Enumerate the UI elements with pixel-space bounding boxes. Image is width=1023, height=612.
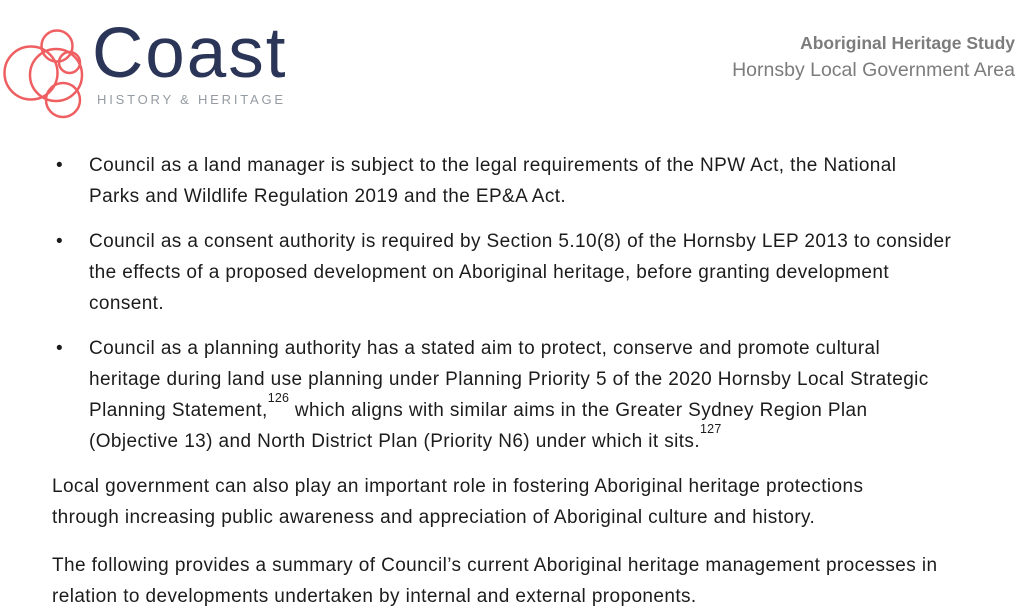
document-body xyxy=(52,150,951,612)
paragraph-local-government xyxy=(52,471,951,533)
document-title: Aboriginal Heritage Study xyxy=(800,33,1015,53)
paragraph-summary-intro xyxy=(52,550,951,612)
footnote-ref-126: 126 xyxy=(267,390,290,405)
logo-tagline: HISTORY & HERITAGE xyxy=(97,92,286,107)
text-line: Planning Statement,$^{126}$ which aligns with similar aims in the Greater Sydney Region Plan xyxy=(89,390,868,421)
text-line: Parks and Wildlife Regulation 2019 and the EP&A Act. xyxy=(89,186,567,207)
text-line: (Objective 13) and North District Plan (Priority N6) under which it sits.$^{127}$ xyxy=(89,421,722,452)
text-line: Council as a consent authority is required by Section 5.10(8) of the Hornsby LEP 2013 to consider xyxy=(89,231,952,252)
bullet-item-consent-authority xyxy=(52,226,951,319)
document-subtitle: Hornsby Local Government Area xyxy=(732,59,1015,81)
text-line: Local government can also play an important role in fostering Aboriginal heritage protections xyxy=(52,476,864,497)
bullet-item-planning-authority xyxy=(52,333,951,457)
text-line: the effects of a proposed development on Aboriginal heritage, before granting development xyxy=(89,262,889,283)
text-line: relation to developments undertaken by internal and external proponents. xyxy=(52,586,697,607)
text-line: Council as a land manager is subject to the legal requirements of the NPW Act, the National xyxy=(89,155,897,176)
text-line: heritage during land use planning under Planning Priority 5 of the 2020 Hornsby Local Strategic xyxy=(89,369,929,390)
coast-logo-circles-icon xyxy=(3,20,99,122)
footnote-ref-127: 127 xyxy=(700,421,722,436)
logo-brand-text: Coast xyxy=(92,14,288,93)
text-line: consent. xyxy=(89,293,165,314)
text-line: through increasing public awareness and appreciation of Aboriginal culture and history. xyxy=(52,507,816,528)
bullet-item-land-manager xyxy=(52,150,951,212)
bullet-marker: • xyxy=(56,231,63,252)
text-line: Council as a planning authority has a stated aim to protect, conserve and promote cultural xyxy=(89,338,881,359)
text-line: The following provides a summary of Council’s current Aboriginal heritage management processes in xyxy=(52,555,938,576)
bullet-marker: • xyxy=(56,338,63,359)
document-title-block xyxy=(732,30,1015,84)
bullet-marker: • xyxy=(56,155,63,176)
